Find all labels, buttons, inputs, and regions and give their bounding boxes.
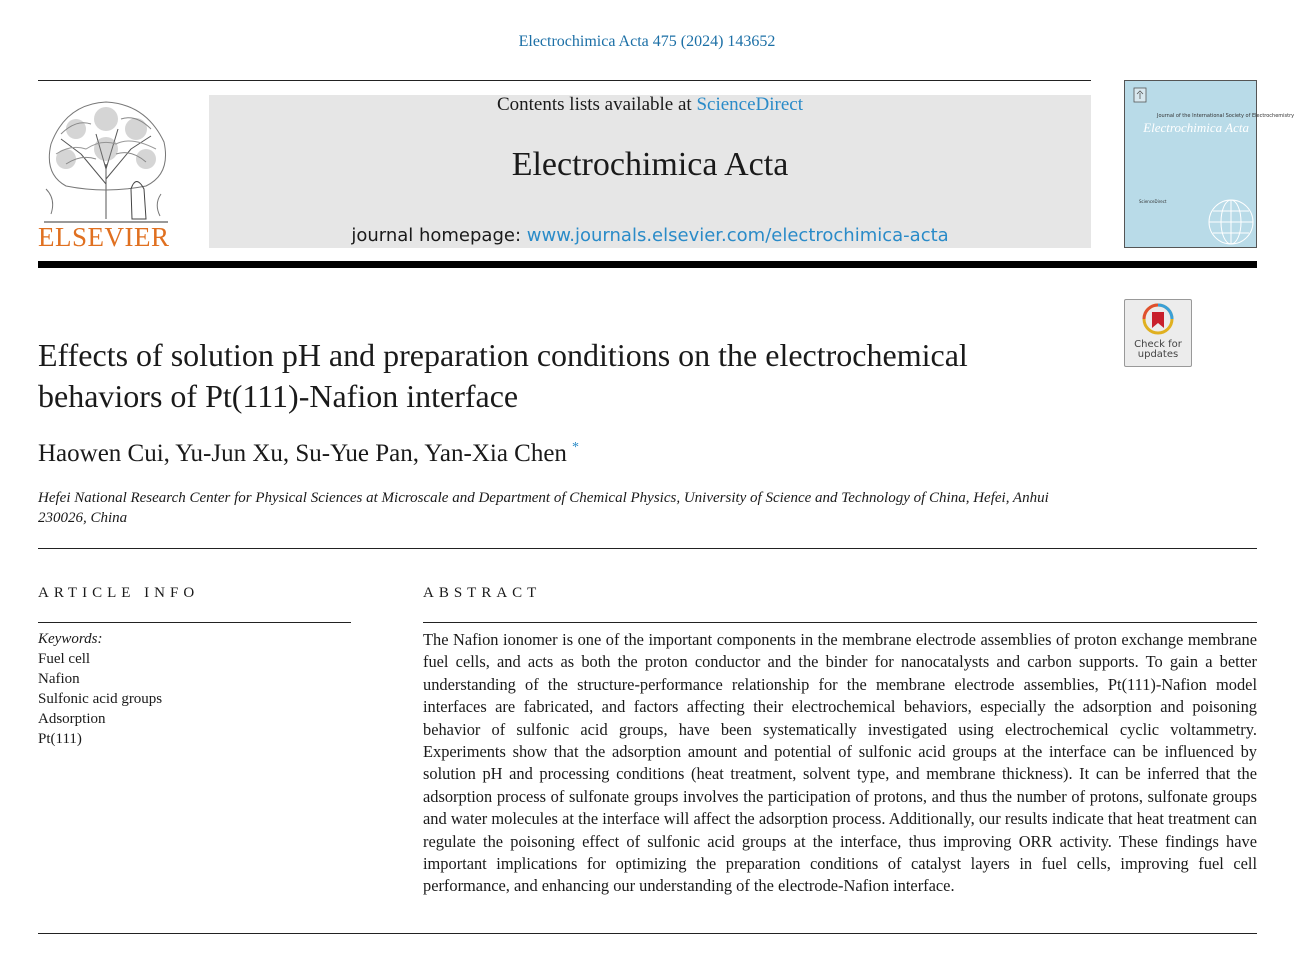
author-list [38, 440, 579, 468]
homepage-prefix: journal homepage: [351, 225, 522, 246]
journal-citation[interactable]: Electrochimica Acta 475 (2024) 143652 [518, 33, 776, 50]
check-updates-line1: Check for [1134, 339, 1182, 350]
header-top-rule [38, 80, 1091, 81]
check-updates-icon [1142, 303, 1174, 339]
author-separator: , [412, 440, 420, 467]
abstract-heading: ABSTRACT [423, 585, 542, 601]
keywords-label: Keywords: [38, 631, 103, 647]
check-updates-label [1125, 340, 1191, 360]
keyword-item: Fuel cell [38, 651, 91, 667]
cover-title: Electrochimica Acta [1143, 120, 1249, 135]
section-rule [38, 548, 1257, 549]
author-separator: , [163, 440, 170, 467]
journal-homepage [209, 225, 1091, 246]
sciencedirect-link[interactable]: ScienceDirect [696, 94, 804, 115]
author-name[interactable]: Yan-Xia Chen [424, 440, 567, 467]
author-separator: , [282, 440, 290, 467]
cover-society-line: Journal of the International Society of Electrochemistry [1157, 113, 1294, 119]
contents-prefix: Contents lists available at [496, 94, 692, 115]
header-thick-rule [38, 261, 1257, 268]
article-title: Effects of solution pH and preparation conditions on the electrochemical behaviors of Pt(111)-Nafion interface [38, 337, 968, 414]
article-info-heading: ARTICLE INFO [38, 585, 200, 601]
cover-globe-icon [1205, 196, 1257, 248]
homepage-link[interactable]: www.journals.elsevier.com/electrochimica-acta [526, 225, 949, 246]
author-name[interactable]: Yu-Jun Xu [175, 440, 283, 467]
author-name[interactable]: Su-Yue Pan [295, 440, 413, 467]
keywords-block [38, 629, 162, 749]
contents-line [209, 94, 1091, 116]
cover-logo-icon [1133, 87, 1147, 103]
check-for-updates-button[interactable] [1124, 299, 1192, 367]
abstract-text: The Nafion ionomer is one of the important components in the membrane electrode assemblies of proton exchange membrane fuel cells, and acts as both the proton conductor and the binder for nanocatalysts and carbon supports. To gain a better understanding of the structure-performance relationship for the membrane electrode assemblies, Pt(111)-Nafion model interfaces are fabricated, and factors affecting their electrochemical behaviors, especially the adsorption and poisoning behavior of sulfonic acid groups, have been systematically investigated using electrochemical cyclic voltammetry. Experiments show that the adsorption amount and potential of sulfonic acid groups at the interface can be influenced by solution pH and processing conditions (heat treatment, solvent type, and membrane thickness). It can be inferred that the adsorption process of sulfonate groups involves the participation of protons, and thus the number of protons, sulfonate groups and water molecules at the interface will affect the adsorption process. Additionally, our results indicate that heat treatment can regulate the poisoning effect of sulfonic acid groups at the interface, thus improving ORR activity. These findings have important implications for optimizing the preparation conditions of catalyst layers in fuel cells, improving fuel cell performance, and enhancing our understanding of the electrode-Nafion interface. [423, 630, 1257, 896]
journal-cover[interactable] [1124, 80, 1294, 248]
keyword-item: Sulfonic acid groups [38, 691, 163, 707]
article-info-rule [38, 622, 351, 623]
keyword-item: Pt(111) [38, 731, 82, 747]
journal-name: Electrochimica Acta [511, 146, 789, 183]
cover-imprint: ScienceDirect [1139, 199, 1167, 204]
elsevier-wordmark[interactable]: ELSEVIER [38, 222, 170, 252]
abstract-rule [423, 622, 1257, 623]
affiliation: Hefei National Research Center for Physical Sciences at Microscale and Department of Chemical Physics, University of Science and Technology of China, Hefei, Anhui 230026, China [38, 490, 1049, 526]
check-updates-line2: updates [1137, 349, 1179, 360]
author-name[interactable]: Haowen Cui [38, 440, 164, 467]
corresponding-author-mark[interactable]: * [571, 440, 579, 455]
bottom-rule [38, 933, 1257, 934]
keyword-item: Nafion [38, 671, 80, 687]
keyword-item: Adsorption [38, 711, 106, 727]
